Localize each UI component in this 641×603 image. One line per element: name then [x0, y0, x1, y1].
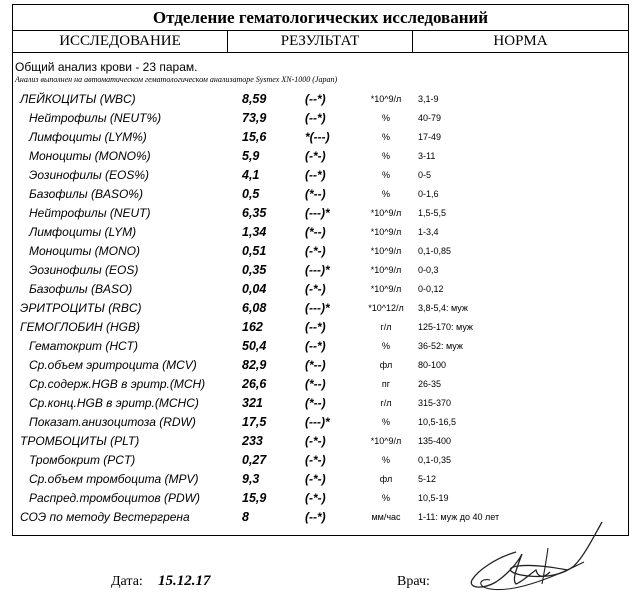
test-flag: (---)*	[305, 263, 330, 277]
test-unit: г/л	[380, 398, 392, 408]
test-norm: 0-1,6	[418, 189, 439, 199]
test-value: 26,6	[242, 377, 267, 391]
test-norm: 0-0,3	[418, 265, 439, 275]
test-value: 0,35	[242, 263, 267, 277]
test-value: 15,9	[242, 491, 267, 505]
test-name: Лимфоциты (LYM)	[29, 225, 137, 239]
table-row	[13, 375, 628, 394]
test-value: 0,27	[242, 453, 267, 467]
header-study: ИССЛЕДОВАНИЕ	[13, 31, 228, 52]
test-name: Ср.объем эритроцита (MCV)	[29, 358, 197, 372]
test-flag: (---)*	[305, 415, 330, 429]
test-name: Моноциты (MONO%)	[29, 149, 151, 163]
test-value: 0,5	[242, 187, 260, 201]
test-value: 73,9	[242, 111, 267, 125]
table-row	[13, 185, 628, 204]
test-unit: *10^9/л	[370, 436, 402, 446]
test-name: ГЕМОГЛОБИН (HGB)	[20, 320, 140, 334]
table-row	[13, 451, 628, 470]
test-flag: *(---)	[305, 130, 330, 144]
table-row	[13, 337, 628, 356]
test-flag: (*--)	[305, 396, 326, 410]
test-norm: 1-11: муж до 40 лет	[418, 512, 500, 522]
test-flag: (--*)	[305, 320, 326, 334]
table-row	[13, 318, 628, 337]
table-row	[13, 109, 628, 128]
test-unit: мм/час	[371, 512, 401, 522]
table-row	[13, 242, 628, 261]
test-norm: 26-35	[418, 379, 442, 389]
test-unit: *10^12/л	[368, 303, 404, 313]
test-flag: (-*-)	[305, 282, 326, 296]
test-unit: %	[381, 151, 390, 161]
test-name: Эозинофилы (EOS%)	[29, 168, 150, 182]
test-name: Базофилы (BASO%)	[29, 187, 143, 201]
test-norm: 125-170: муж	[418, 322, 473, 332]
test-unit: %	[381, 189, 390, 199]
test-norm: 0,1-0,85	[418, 246, 452, 256]
test-unit: *10^9/л	[370, 227, 402, 237]
test-value: 8,59	[242, 92, 267, 106]
table-row	[13, 223, 628, 242]
test-flag: (---)*	[305, 301, 330, 315]
test-name: Лимфоциты (LYM%)	[29, 130, 147, 144]
test-norm: 3,1-9	[418, 94, 439, 104]
test-flag: (*--)	[305, 225, 326, 239]
analysis-subtitle: Общий анализ крови - 23 парам.	[15, 60, 198, 74]
test-flag: (--*)	[305, 168, 326, 182]
test-value: 321	[242, 396, 263, 410]
test-norm: 0,1-0,35	[418, 455, 452, 465]
test-value: 233	[242, 434, 263, 448]
test-flag: (---)*	[305, 206, 330, 220]
test-value: 15,6	[242, 130, 267, 144]
test-unit: %	[381, 417, 390, 427]
doctor-label: Врач:	[397, 574, 430, 589]
header-result: РЕЗУЛЬТАТ	[228, 31, 413, 52]
test-value: 17,5	[242, 415, 267, 429]
test-name: СОЭ по методу Вестергрена	[20, 510, 190, 524]
test-norm: 40-79	[418, 113, 442, 123]
test-name: ТРОМБОЦИТЫ (PLT)	[20, 434, 140, 448]
doctor-signature	[452, 518, 612, 598]
test-unit: %	[381, 132, 390, 142]
test-unit: %	[381, 455, 390, 465]
test-value: 5,9	[242, 149, 260, 163]
test-name: Моноциты (MONO)	[29, 244, 140, 258]
test-flag: (--*)	[305, 510, 326, 524]
table-row	[13, 413, 628, 432]
table-row	[13, 204, 628, 223]
test-value: 8	[242, 510, 249, 524]
test-name: Распред.тромбоцитов (PDW)	[29, 491, 200, 505]
test-unit: *10^9/л	[370, 265, 402, 275]
test-value: 0,51	[242, 244, 267, 258]
test-norm: 3,8-5,4: муж	[418, 303, 468, 313]
test-flag: (-*-)	[305, 472, 326, 486]
test-flag: (-*-)	[305, 434, 326, 448]
test-unit: %	[381, 113, 390, 123]
test-norm: 1,5-5,5	[418, 208, 447, 218]
test-norm: 0-5	[418, 170, 432, 180]
table-row	[13, 299, 628, 318]
test-unit: *10^9/л	[370, 94, 402, 104]
test-norm: 17-49	[418, 132, 442, 142]
test-unit: *10^9/л	[370, 208, 402, 218]
test-flag: (*--)	[305, 377, 326, 391]
table-row	[13, 147, 628, 166]
test-name: Нейтрофилы (NEUT%)	[29, 111, 162, 125]
table-row	[13, 394, 628, 413]
test-norm: 10,5-16,5	[418, 417, 457, 427]
test-norm: 36-52: муж	[418, 341, 463, 351]
test-flag: (--*)	[305, 111, 326, 125]
test-value: 162	[242, 320, 263, 334]
test-value: 50,4	[242, 339, 267, 353]
test-unit: *10^9/л	[370, 284, 402, 294]
table-row	[13, 356, 628, 375]
test-value: 0,04	[242, 282, 267, 296]
report-frame	[12, 4, 629, 536]
test-unit: фл	[379, 474, 393, 484]
test-name: Ср.содерж.HGB в эритр.(MCH)	[29, 377, 206, 391]
test-name: Тромбокрит (PCT)	[29, 453, 136, 467]
test-value: 82,9	[242, 358, 267, 372]
test-name: Показат.анизоцитоза (RDW)	[29, 415, 196, 429]
table-row	[13, 280, 628, 299]
test-value: 1,34	[242, 225, 267, 239]
test-norm: 1-3,4	[418, 227, 439, 237]
test-flag: (--*)	[305, 339, 326, 353]
test-norm: 3-11	[418, 151, 436, 161]
table-row	[13, 166, 628, 185]
test-name: Нейтрофилы (NEUT)	[29, 206, 151, 220]
test-value: 4,1	[242, 168, 260, 182]
test-flag: (*--)	[305, 187, 326, 201]
test-norm: 80-100	[418, 360, 447, 370]
test-norm: 10,5-19	[418, 493, 449, 503]
test-value: 9,3	[242, 472, 260, 486]
test-norm: 135-400	[418, 436, 452, 446]
table-row	[13, 128, 628, 147]
date-label: Дата:	[111, 574, 143, 589]
test-norm: 0-0,12	[418, 284, 444, 294]
test-norm: 315-370	[418, 398, 452, 408]
test-name: ЛЕЙКОЦИТЫ (WBC)	[20, 92, 136, 106]
test-flag: (--*)	[305, 92, 326, 106]
test-value: 6,35	[242, 206, 267, 220]
report-title: Отделение гематологических исследований	[13, 5, 628, 31]
test-name: ЭРИТРОЦИТЫ (RBC)	[20, 301, 142, 315]
results-table	[13, 90, 628, 527]
table-row	[13, 470, 628, 489]
test-flag: (*--)	[305, 358, 326, 372]
test-name: Гематокрит (HCT)	[29, 339, 138, 353]
header-norm: НОРМА	[493, 33, 548, 49]
table-row	[13, 261, 628, 280]
table-row	[13, 90, 628, 109]
test-unit: %	[381, 493, 390, 503]
test-value: 6,08	[242, 301, 267, 315]
test-flag: (-*-)	[305, 244, 326, 258]
test-name: Базофилы (BASO)	[29, 282, 133, 296]
test-unit: %	[381, 341, 390, 351]
test-unit: фл	[379, 360, 393, 370]
test-norm: 5-12	[418, 474, 437, 484]
test-unit: *10^9/л	[370, 246, 402, 256]
test-unit: пг	[381, 379, 391, 389]
table-header	[13, 31, 628, 53]
test-flag: (-*-)	[305, 149, 326, 163]
analyzer-note: Анализ выполнен на автоматическом гематологическом анализаторе Sysmex XN-1000 (Japan)	[15, 75, 338, 84]
test-unit: %	[381, 170, 390, 180]
test-name: Эозинофилы (EOS)	[29, 263, 139, 277]
table-row	[13, 432, 628, 451]
date-value: 15.12.17	[158, 573, 211, 589]
test-name: Ср.объем тромбоцита (MPV)	[29, 472, 199, 486]
test-flag: (-*-)	[305, 453, 326, 467]
table-row	[13, 489, 628, 508]
test-unit: г/л	[380, 322, 392, 332]
test-name: Ср.конц.HGB в эритр.(MCHC)	[29, 396, 199, 410]
test-flag: (-*-)	[305, 491, 326, 505]
